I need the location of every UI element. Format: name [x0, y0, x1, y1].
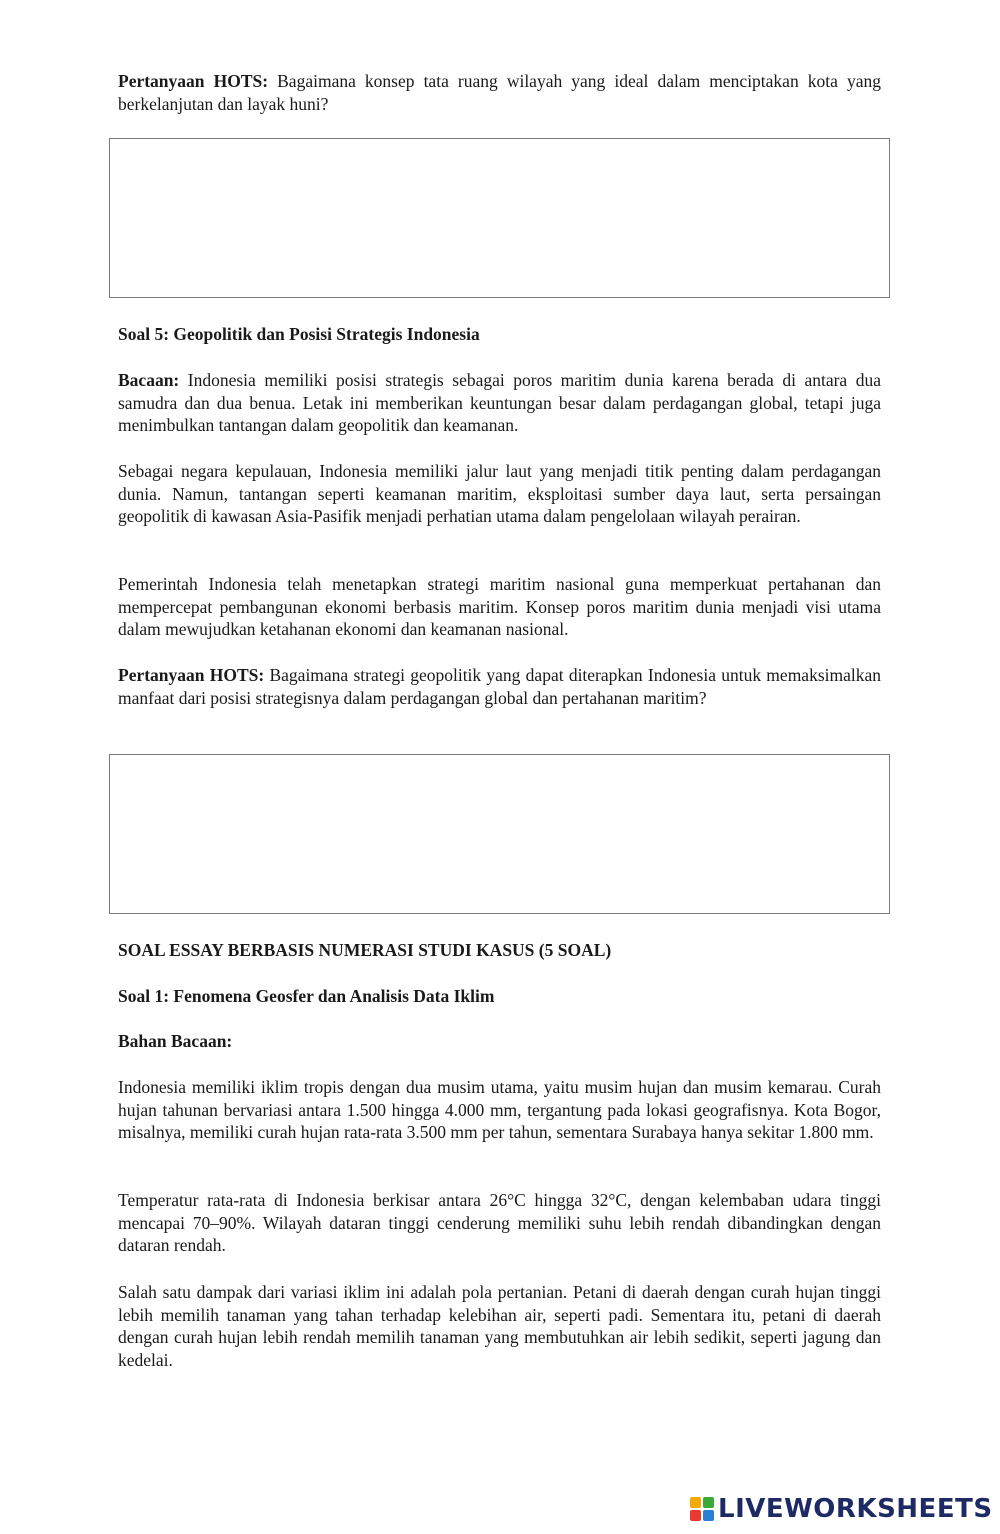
soal5-paragraph-2: Sebagai negara kepulauan, Indonesia memiliki jalur laut yang menjadi titik penting dalam perdagangan dunia. Namun, tantangan seperti keamanan maritim, eksploitasi sumber daya laut, serta persaingan geopolitik di kawasan Asia-Pasifik menjadi perhatian utama dalam pengelolaan wilayah perairan.: [118, 461, 881, 527]
answer-box-1[interactable]: [109, 138, 890, 298]
numerasi-section-title: SOAL ESSAY BERBASIS NUMERASI STUDI KASUS (5 SOAL): [118, 940, 612, 960]
soal5-title: Soal 5: Geopolitik dan Posisi Strategis Indonesia: [118, 324, 480, 344]
hots-question-soal5: [118, 664, 881, 709]
soal1-title: Soal 1: Fenomena Geosfer dan Analisis Data Iklim: [118, 986, 495, 1006]
bacaan-text: Indonesia memiliki posisi strategis sebagai poros maritim dunia karena berada di antara dua samudra dan dua benua. Letak ini memberikan keuntungan besar dalam perdagangan global, tetapi juga menimbulkan tantangan dalam geopolitik dan keamanan.: [118, 370, 881, 436]
numerasi-paragraph-1: Indonesia memiliki iklim tropis dengan dua musim utama, yaitu musim hujan dan musim kemarau. Curah hujan tahunan bervariasi antara 1.500 hingga 4.000 mm, tergantung pada lokasi geografisnya. Kota Bogor, misalnya, memiliki curah hujan rata-rata 3.500 mm per tahun, sementara Surabaya hanya sekitar 1.800 mm.: [118, 1077, 881, 1143]
soal5-bacaan: [118, 369, 881, 437]
hots-label: Pertanyaan HOTS:: [118, 665, 265, 685]
answer-box-2[interactable]: [109, 754, 890, 914]
hots-label: Pertanyaan HOTS:: [118, 71, 269, 91]
numerasi-paragraph-3: Salah satu dampak dari variasi iklim ini adalah pola pertanian. Petani di daerah dengan curah hujan tinggi lebih memilih tanaman yang tahan terhadap kelebihan air, seperti padi. Sementara itu, petani di daerah dengan curah hujan lebih rendah memilih tanaman yang membutuhkan air lebih sedikit, seperti jagung dan kedelai.: [118, 1282, 881, 1371]
bahan-bacaan-label: Bahan Bacaan:: [118, 1031, 233, 1051]
hots-question-top: [118, 70, 881, 115]
logo-text: LIVEWORKSHEETS: [718, 1494, 993, 1524]
soal5-paragraph-3: Pemerintah Indonesia telah menetapkan strategi maritim nasional guna memperkuat pertahanan dan mempercepat pembangunan ekonomi berbasis maritim. Konsep poros maritim dunia menjadi visi utama dalam mewujudkan ketahanan ekonomi dan keamanan nasional.: [118, 574, 881, 640]
logo-mark-icon: [690, 1497, 714, 1521]
numerasi-paragraph-2: Temperatur rata-rata di Indonesia berkisar antara 26°C hingga 32°C, dengan kelembaban udara tinggi mencapai 70–90%. Wilayah dataran tinggi cenderung memiliki suhu lebih rendah dibandingkan dengan dataran rendah.: [118, 1190, 881, 1256]
liveworksheets-logo: [690, 1493, 993, 1525]
hots-text: Bagaimana konsep tata ruang wilayah yang ideal dalam menciptakan kota yang berkelanjutan dan layak huni?: [118, 71, 881, 114]
bacaan-label: Bacaan:: [118, 370, 180, 390]
hots-text: Bagaimana strategi geopolitik yang dapat diterapkan Indonesia untuk memaksimalkan manfaat dari posisi strategisnya dalam perdagangan global dan pertahanan maritim?: [118, 665, 882, 708]
